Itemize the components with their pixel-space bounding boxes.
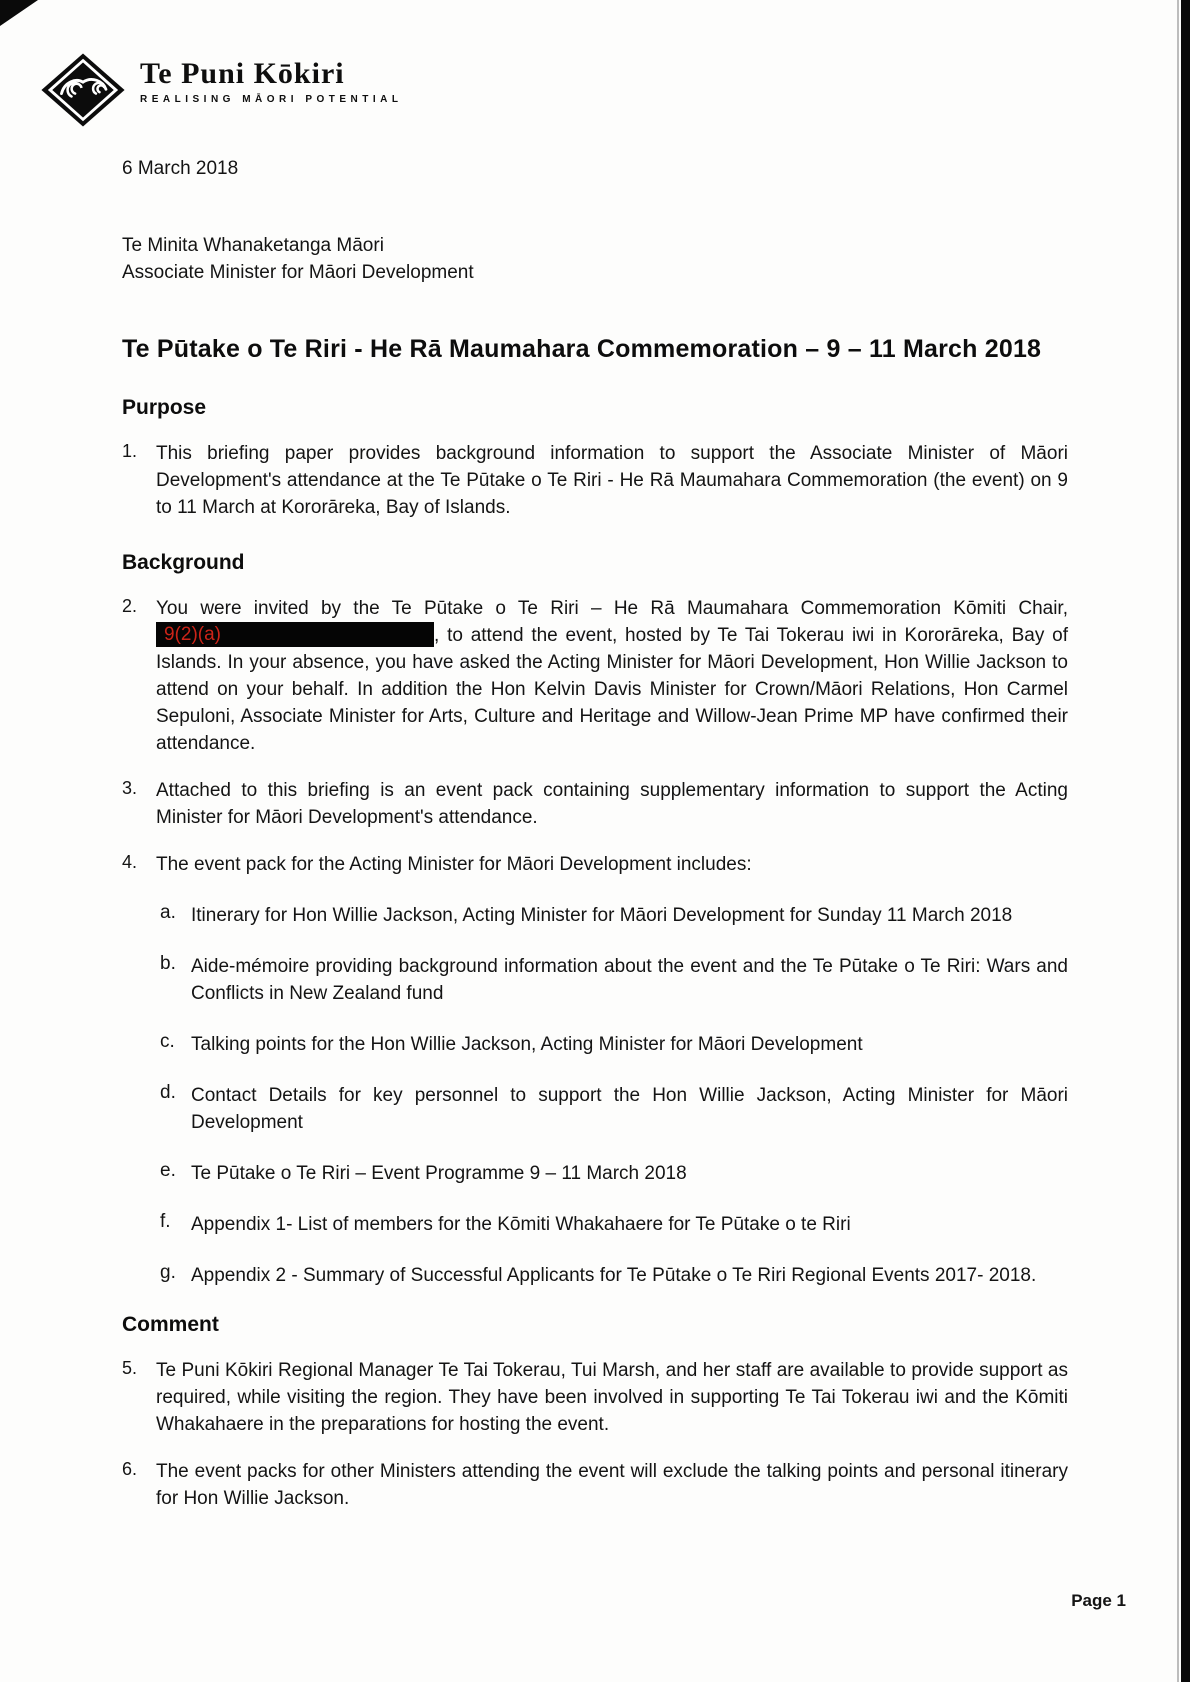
org-name: Te Puni Kōkiri [140, 57, 345, 90]
list-item-letter: g. [160, 1262, 176, 1283]
addressee-line-maori: Te Minita Whanaketanga Māori [122, 235, 384, 256]
list-item-letter: c. [160, 1031, 175, 1052]
list-item-text: Aide-mémoire providing background information about the event and the Te Pūtake o Te Riri: Wars and Conflicts in New Zealand fund [191, 956, 1068, 1004]
paragraph-1 [122, 440, 1068, 521]
scan-edge-shadow [1177, 0, 1179, 1682]
list-item-letter: b. [160, 953, 176, 974]
list-item-text: Talking points for the Hon Willie Jackson, Acting Minister for Māori Development [191, 1034, 863, 1055]
list-item-text: Te Pūtake o Te Riri – Event Programme 9 – 11 March 2018 [191, 1163, 687, 1184]
paragraph-number: 6. [122, 1459, 138, 1479]
scan-edge-artifact [1181, 0, 1190, 1682]
paragraph-4 [122, 851, 1068, 878]
list-item-f [160, 1211, 1068, 1238]
paragraph-text: Attached to this briefing is an event pack containing supplementary information to support the Acting Minister for Māori Development's attendance. [156, 780, 1068, 828]
scan-corner-artifact [0, 0, 38, 26]
paragraph-number: 5. [122, 1358, 138, 1378]
list-item-text: Contact Details for key personnel to support the Hon Willie Jackson, Acting Minister for Māori Development [191, 1085, 1068, 1133]
document-title: Te Pūtake o Te Riri - He Rā Maumahara Commemoration – 9 – 11 March 2018 [122, 335, 1042, 363]
letterhead [40, 52, 1068, 128]
paragraph-text-before-redaction: You were invited by the Te Pūtake o Te Riri – He Rā Maumahara Commemoration Kōmiti Chair, [156, 598, 1068, 619]
redaction-bar: 9(2)(a) [156, 622, 434, 647]
paragraph-number: 1. [122, 441, 138, 461]
list-item-a [160, 902, 1068, 929]
paragraph-number: 2. [122, 596, 138, 616]
list-item-text: Appendix 1- List of members for the Kōmiti Whakahaere for Te Pūtake o te Riri [191, 1214, 851, 1235]
document-date: 6 March 2018 [122, 158, 239, 179]
list-item-text: Itinerary for Hon Willie Jackson, Acting Minister for Māori Development for Sunday 11 March 2018 [191, 905, 1013, 926]
list-item-letter: f. [160, 1211, 171, 1232]
list-item-b [160, 953, 1068, 1007]
section-heading-background: Background [122, 551, 245, 574]
paragraph-5 [122, 1357, 1068, 1438]
paragraph-6 [122, 1458, 1068, 1512]
paragraph-text: Te Puni Kōkiri Regional Manager Te Tai Tokerau, Tui Marsh, and her staff are available to provide support as required, while visiting the region. They have been involved in supporting Te Tai Tokerau iwi and the Kōmiti Whakahaere in the preparations for hosting the event. [156, 1360, 1068, 1435]
event-pack-list [160, 902, 1068, 1289]
paragraph-text: This briefing paper provides background information to support the Associate Minister of Māori Development's attendance at the Te Pūtake o Te Riri - He Rā Maumahara Commemoration (the event) on 9 to 11 March at Kororāreka, Bay of Islands. [156, 443, 1068, 518]
org-tagline: REALISING MĀORI POTENTIAL [140, 94, 403, 105]
paragraph-3 [122, 777, 1068, 831]
paragraph-number: 3. [122, 778, 138, 798]
paragraph-text [156, 595, 1068, 757]
list-item-d [160, 1082, 1068, 1136]
list-item-c [160, 1031, 1068, 1058]
list-item-letter: a. [160, 902, 176, 923]
section-heading-comment: Comment [122, 1313, 219, 1336]
addressee-line-english: Associate Minister for Māori Development [122, 262, 474, 283]
section-heading-purpose: Purpose [122, 396, 207, 419]
paragraph-text: The event pack for the Acting Minister for Māori Development includes: [156, 854, 752, 875]
paragraph-text-after-redaction: , to attend the event, hosted by Te Tai Tokerau iwi in Kororāreka, Bay of Islands. In your absence, you have asked the Acting Minister for Māori Development, Hon Willie Jackson to attend on your behalf. In addition the Hon Kelvin Davis Minister for Crown/Māori Relations, Hon Carmel Sepuloni, Associate Minister for Arts, Culture and Heritage and Willow-Jean Prime MP have confirmed their attendance. [156, 625, 1068, 754]
list-item-e [160, 1160, 1068, 1187]
te-puni-kokiri-logo-icon [40, 52, 126, 128]
list-item-letter: d. [160, 1082, 176, 1103]
list-item-g [160, 1262, 1068, 1289]
list-item-text: Appendix 2 - Summary of Successful Applicants for Te Pūtake o Te Riri Regional Events 2017- 2018. [191, 1265, 1037, 1286]
paragraph-text: The event packs for other Ministers attending the event will exclude the talking points and personal itinerary for Hon Willie Jackson. [156, 1461, 1068, 1509]
addressee-block [122, 232, 1068, 286]
list-item-letter: e. [160, 1160, 176, 1181]
page-number: Page 1 [1071, 1591, 1126, 1610]
paragraph-2 [122, 595, 1068, 757]
paragraph-number: 4. [122, 852, 138, 872]
